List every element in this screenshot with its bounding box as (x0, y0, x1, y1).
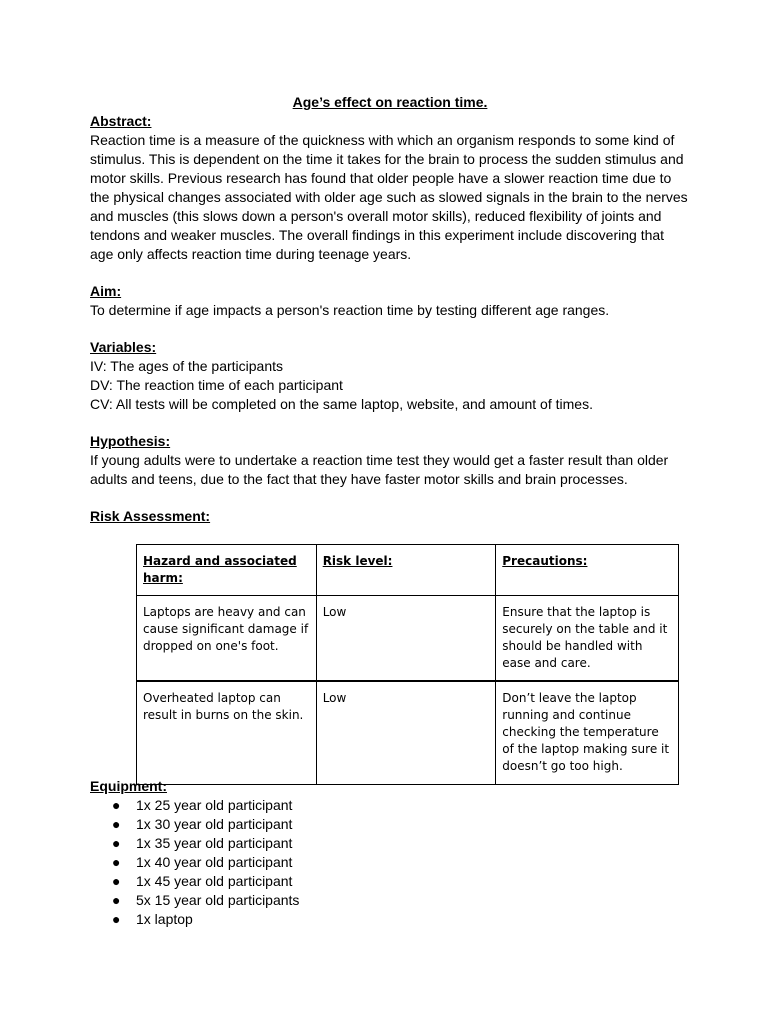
list-item-text: 1x 45 year old participant (136, 873, 293, 889)
equipment-list (90, 796, 690, 929)
variable-dv: DV: The reaction time of each participant (90, 377, 343, 393)
table-cell: Overheated laptop can result in burns on the skin. (137, 681, 317, 785)
list-item (90, 891, 690, 910)
abstract-heading: Abstract: (90, 113, 152, 129)
table-cell: Low (316, 681, 496, 785)
column-header-hazard: Hazard and associated harm: (137, 545, 317, 596)
list-item-text: 1x 25 year old participant (136, 797, 293, 813)
risk-assessment-table (136, 544, 679, 785)
bullet-icon: ● (112, 892, 121, 908)
aim-heading: Aim: (90, 283, 122, 299)
bullet-icon: ● (112, 854, 121, 870)
document-title: Age’s effect on reaction time. (292, 94, 488, 110)
list-item-text: 1x laptop (136, 911, 193, 927)
abstract-text: Reaction time is a measure of the quickness with which an organism responds to some kind of stimulus. This is dependent on the time it takes for the brain to process the sudden stimulus and motor skills. Previous research has found that older people have a slower reaction time due to the physical changes associated with older age such as slowed signals in the brain to the nerves and muscles (this slows down a person's overall motor skills), reduced flexibility of joints and tendons and weaker muscles. The overall findings in this experiment include discovering that age only affects reaction time during teenage years. (90, 132, 688, 262)
variable-iv: IV: The ages of the participants (90, 358, 284, 374)
table-cell: Ensure that the laptop is securely on the table and it should be handled with ease and care. (496, 596, 679, 682)
list-item-text: 5x 15 year old participants (136, 892, 300, 908)
list-item (90, 872, 690, 891)
list-item (90, 834, 690, 853)
risk-assessment-heading: Risk Assessment: (90, 508, 211, 524)
list-item (90, 796, 690, 815)
variable-cv: CV: All tests will be completed on the same laptop, website, and amount of times. (90, 396, 593, 412)
variables-heading: Variables: (90, 339, 157, 355)
column-header-risk-level: Risk level: (316, 545, 496, 596)
table-cell: Low (316, 596, 496, 682)
bullet-icon: ● (112, 873, 121, 889)
hypothesis-text: If young adults were to undertake a reaction time test they would get a faster result than older adults and teens, due to the fact that they have faster motor skills and brain processes. (90, 452, 669, 487)
document-body (90, 93, 690, 526)
table-row (137, 681, 679, 785)
list-item (90, 910, 690, 929)
hypothesis-heading: Hypothesis: (90, 433, 171, 449)
table-cell: Don’t leave the laptop running and continue checking the temperature of the laptop making sure it doesn’t go too high. (496, 681, 679, 785)
equipment-section (90, 777, 690, 929)
column-header-precautions: Precautions: (496, 545, 679, 596)
bullet-icon: ● (112, 835, 121, 851)
table-header-row (137, 545, 679, 596)
list-item-text: 1x 40 year old participant (136, 854, 293, 870)
list-item (90, 853, 690, 872)
bullet-icon: ● (112, 797, 121, 813)
list-item-text: 1x 35 year old participant (136, 835, 293, 851)
bullet-icon: ● (112, 911, 121, 927)
equipment-heading: Equipment: (90, 778, 167, 794)
table-cell: Laptops are heavy and can cause significant damage if dropped on one's foot. (137, 596, 317, 682)
list-item (90, 815, 690, 834)
bullet-icon: ● (112, 816, 121, 832)
table-row (137, 596, 679, 682)
list-item-text: 1x 30 year old participant (136, 816, 293, 832)
aim-text: To determine if age impacts a person's reaction time by testing different age ranges. (90, 302, 610, 318)
